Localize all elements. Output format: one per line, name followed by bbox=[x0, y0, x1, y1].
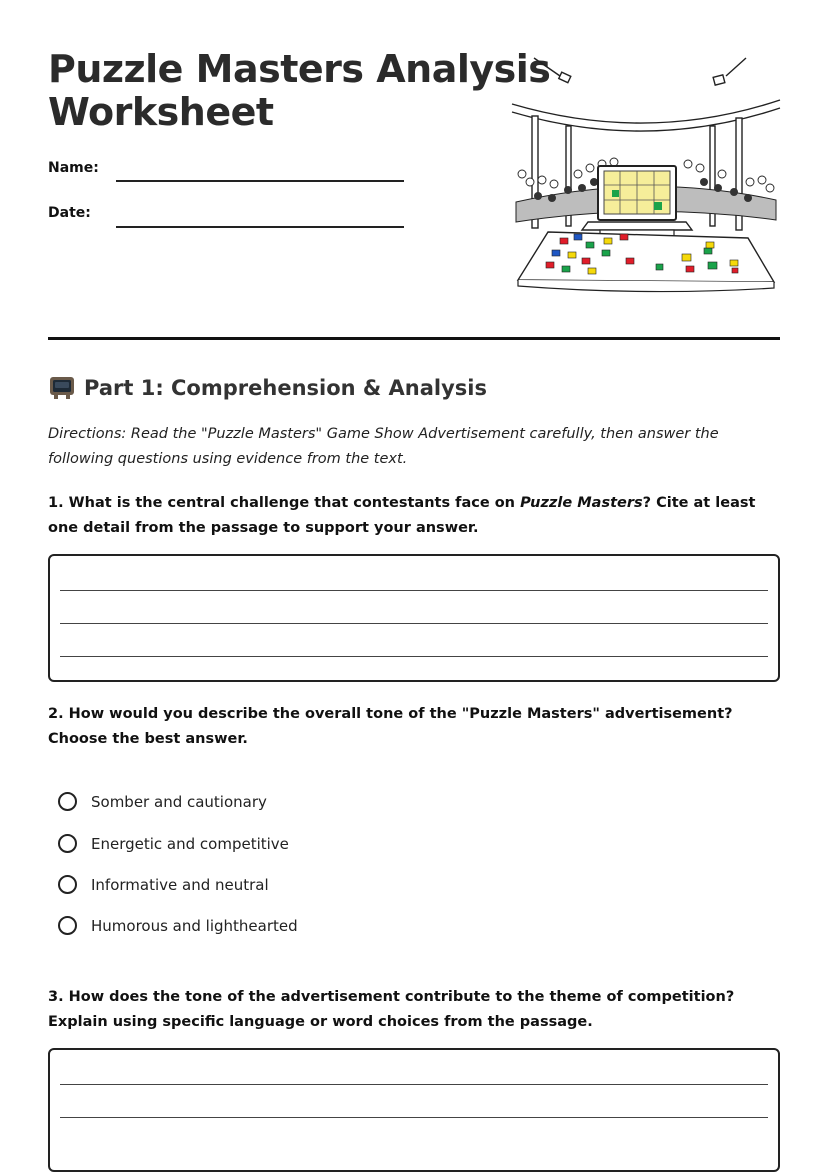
option-energetic[interactable] bbox=[58, 834, 289, 853]
part-1-heading bbox=[48, 374, 487, 402]
question-1-answer-box[interactable] bbox=[48, 554, 780, 682]
game-show-studio-illustration bbox=[508, 52, 784, 296]
option-informative[interactable] bbox=[58, 875, 269, 894]
date-field[interactable] bbox=[116, 226, 404, 228]
title-line-2: Worksheet bbox=[48, 90, 274, 134]
radio-button[interactable] bbox=[58, 916, 77, 935]
question-1-suffix: ? Cite at least one detail from the passage to support your answer. bbox=[48, 495, 756, 536]
option-label: Informative and neutral bbox=[91, 875, 269, 894]
name-field[interactable] bbox=[116, 180, 404, 182]
option-label: Somber and cautionary bbox=[91, 792, 267, 811]
answer-line bbox=[60, 623, 768, 624]
answer-line bbox=[60, 656, 768, 657]
title-line-1: Puzzle Masters Analysis bbox=[48, 47, 551, 91]
question-1 bbox=[48, 491, 784, 541]
tv-icon bbox=[48, 374, 76, 402]
radio-button[interactable] bbox=[58, 875, 77, 894]
option-label: Energetic and competitive bbox=[91, 834, 289, 853]
worksheet-title bbox=[48, 48, 550, 134]
option-somber[interactable] bbox=[58, 792, 267, 811]
date-label: Date: bbox=[48, 205, 91, 221]
part-1-heading-text: Part 1: Comprehension & Analysis bbox=[84, 376, 487, 400]
answer-line bbox=[60, 1084, 768, 1085]
question-3-answer-box[interactable] bbox=[48, 1048, 780, 1172]
question-3: 3. How does the tone of the advertisement contribute to the theme of competition? Explain using specific language or word choices from the passage. bbox=[48, 989, 735, 1030]
question-1-prefix: 1. What is the central challenge that contestants face on bbox=[48, 495, 521, 511]
name-label: Name: bbox=[48, 160, 99, 176]
option-humorous[interactable] bbox=[58, 916, 298, 935]
radio-button[interactable] bbox=[58, 792, 77, 811]
option-label: Humorous and lighthearted bbox=[91, 916, 298, 935]
radio-button[interactable] bbox=[58, 834, 77, 853]
answer-line bbox=[60, 590, 768, 591]
directions-text: Directions: Read the "Puzzle Masters" Game Show Advertisement carefully, then answer the following questions using evidence from the text. bbox=[48, 426, 719, 467]
section-divider bbox=[48, 337, 780, 340]
question-2: 2. How would you describe the overall tone of the "Puzzle Masters" advertisement? Choose the best answer. bbox=[48, 706, 733, 747]
question-1-show-title: Puzzle Masters bbox=[520, 495, 643, 511]
